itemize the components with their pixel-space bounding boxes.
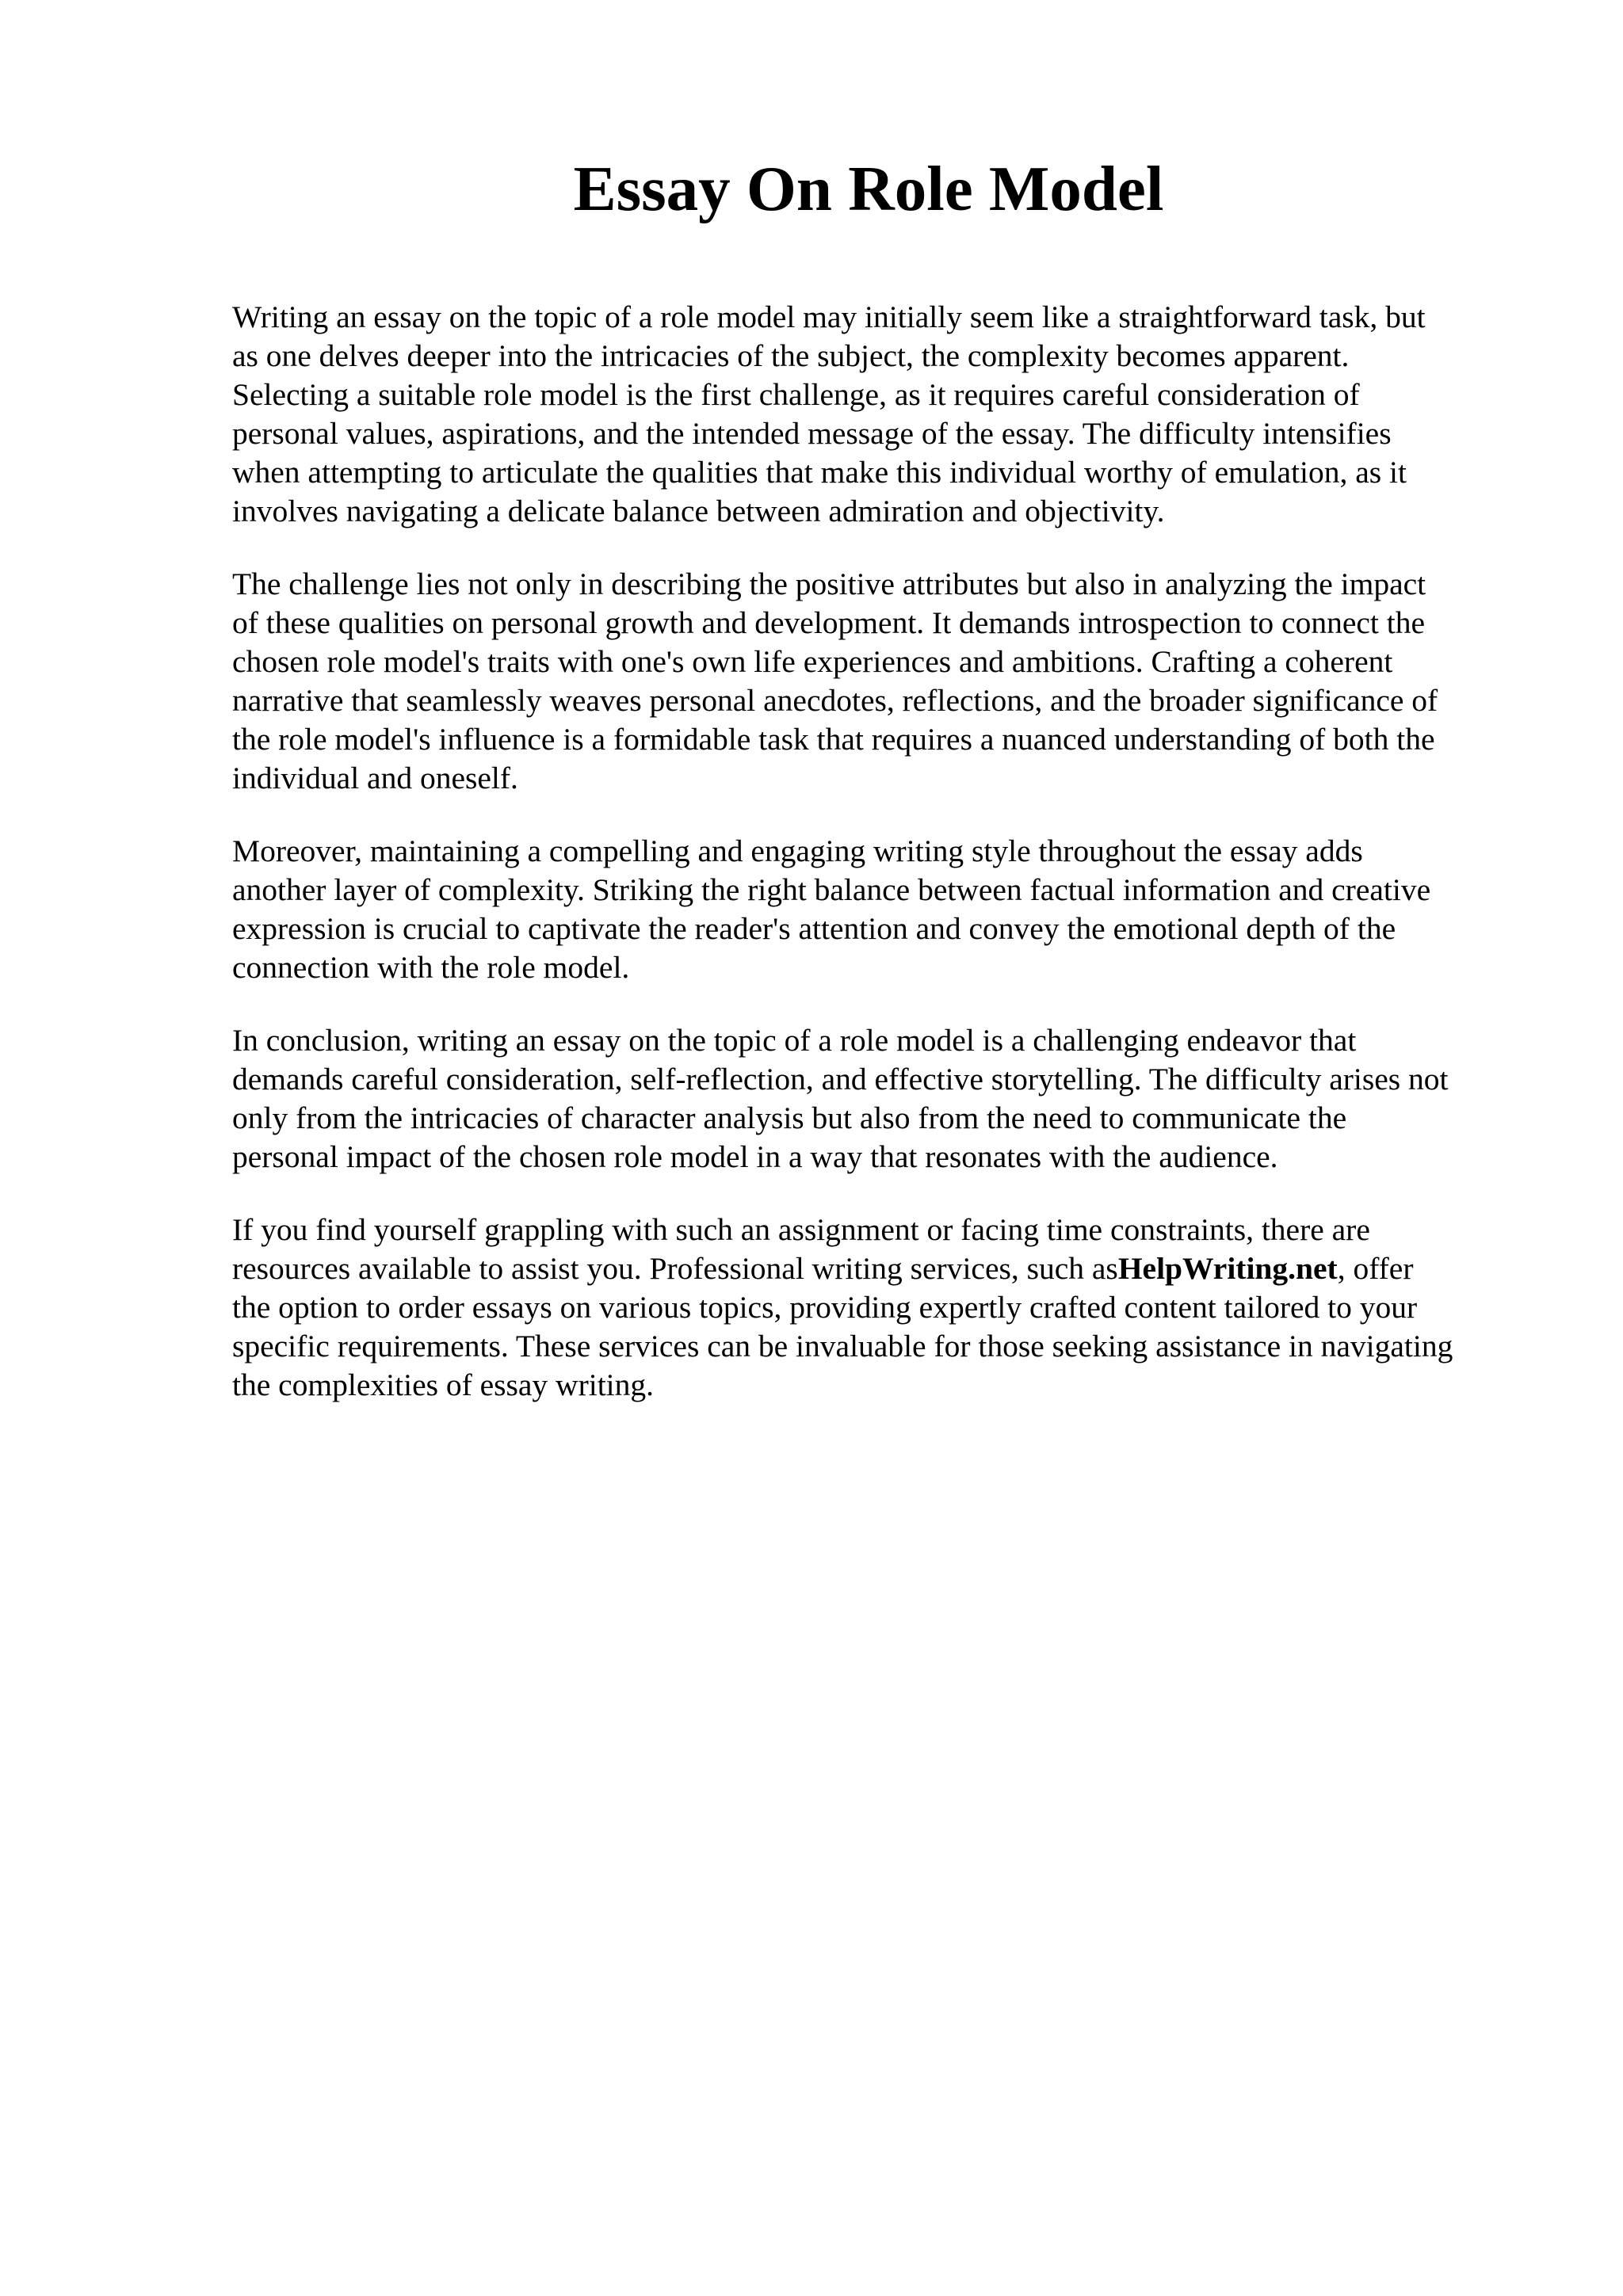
text-line	[232, 1249, 1532, 1288]
paragraph	[232, 832, 1532, 987]
text-line: when attempting to articulate the qualities that make this individual worthy of emulation, as it	[232, 455, 1407, 490]
text-line: involves navigating a delicate balance between admiration and objectivity.	[232, 494, 1165, 528]
text-line: specific requirements. These services can be invaluable for those seeking assistance in navigating	[232, 1329, 1453, 1363]
text-line: another layer of complexity. Striking the right balance between factual information and creative	[232, 872, 1431, 907]
text-line: personal impact of the chosen role model in a way that resonates with the audience.	[232, 1139, 1278, 1174]
text-line: connection with the role model.	[232, 950, 630, 985]
paragraph	[232, 1021, 1532, 1177]
text-line: the option to order essays on various topics, providing expertly crafted content tailored to your	[232, 1290, 1418, 1325]
text-line: as one delves deeper into the intricacies of the subject, the complexity becomes apparent.	[232, 338, 1350, 373]
text-line: narrative that seamlessly weaves personal anecdotes, reflections, and the broader significance of	[232, 683, 1438, 718]
text-line: Writing an essay on the topic of a role model may initially seem like a straightforward task, but	[232, 299, 1426, 334]
text-line: personal values, aspirations, and the intended message of the essay. The difficulty intensifies	[232, 416, 1392, 451]
paragraph	[232, 298, 1532, 531]
text-line: of these qualities on personal growth and development. It demands introspection to connect the	[232, 605, 1425, 640]
document-title: Essay On Role Model	[573, 153, 1164, 224]
text-line: the role model's influence is a formidable task that requires a nuanced understanding of both the	[232, 722, 1435, 757]
text-line: expression is crucial to captivate the reader's attention and convey the emotional depth of the	[232, 911, 1396, 946]
text-line: If you find yourself grappling with such an assignment or facing time constraints, there are	[232, 1212, 1370, 1247]
text-fragment: , offer	[1337, 1251, 1414, 1286]
brand-name: HelpWriting.net	[1117, 1251, 1338, 1286]
text-line: only from the intricacies of character analysis but also from the need to communicate the	[232, 1100, 1347, 1135]
closing-paragraph	[232, 1211, 1532, 1405]
text-line: chosen role model's traits with one's own life experiences and ambitions. Crafting a coherent	[232, 644, 1393, 679]
text-line: individual and oneself.	[232, 761, 518, 795]
text-line: Selecting a suitable role model is the first challenge, as it requires careful consideration of	[232, 377, 1360, 412]
paragraph	[232, 565, 1532, 798]
text-line: demands careful consideration, self-reflection, and effective storytelling. The difficulty arises not	[232, 1062, 1449, 1097]
text-line: In conclusion, writing an essay on the topic of a role model is a challenging endeavor that	[232, 1023, 1357, 1058]
text-line: The challenge lies not only in describing the positive attributes but also in analyzing the impact	[232, 566, 1426, 601]
essay-body	[232, 298, 1532, 1439]
text-line: the complexities of essay writing.	[232, 1367, 655, 1402]
text-line: Moreover, maintaining a compelling and engaging writing style throughout the essay adds	[232, 833, 1363, 868]
text-fragment: resources available to assist you. Professional writing services, such as	[232, 1251, 1118, 1286]
